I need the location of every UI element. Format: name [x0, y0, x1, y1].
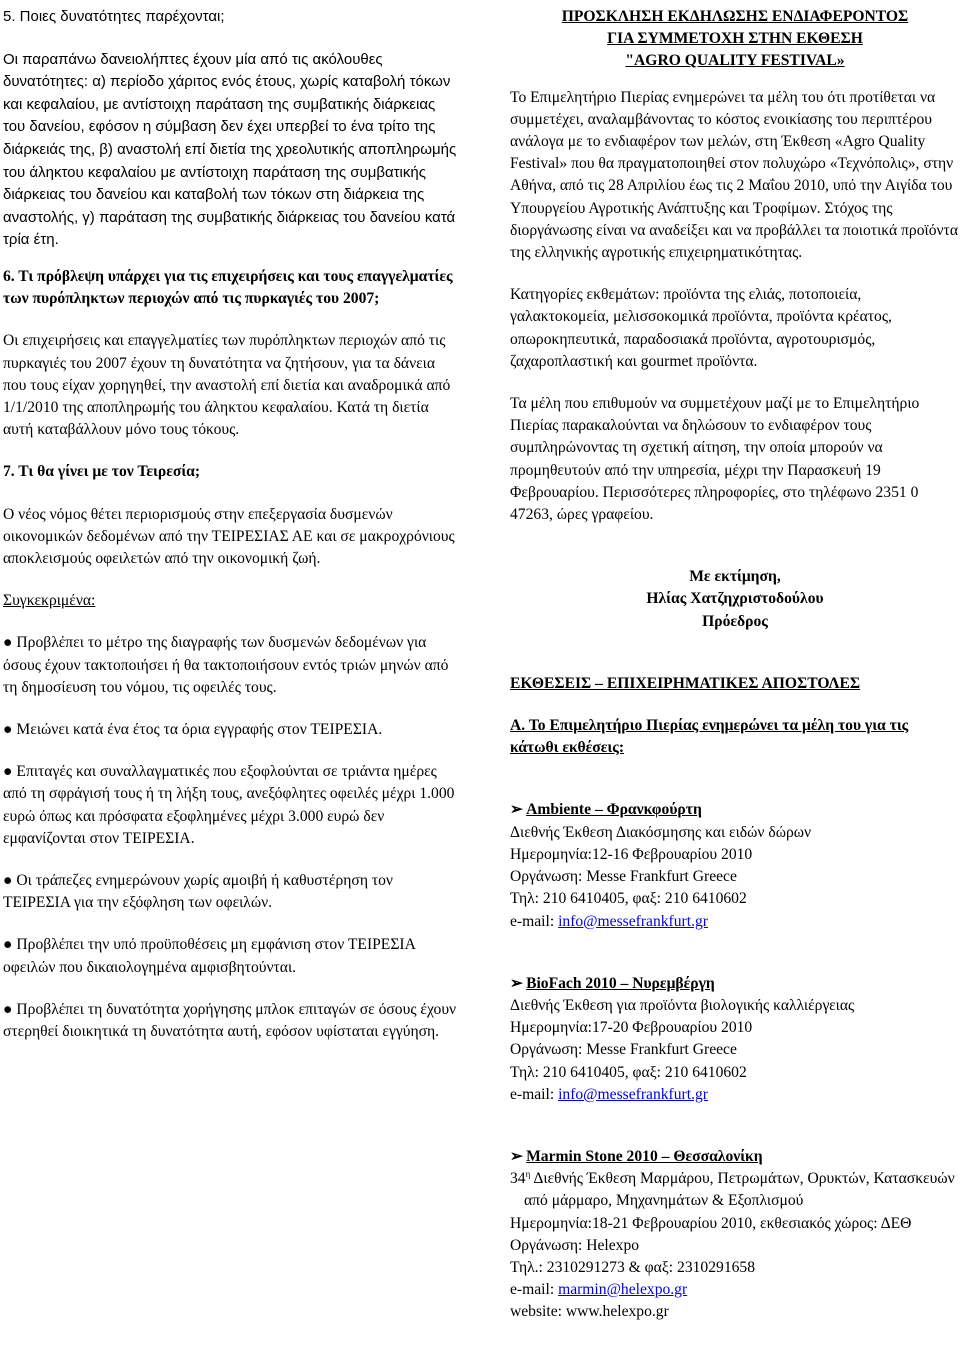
- fair-phone: Τηλ: 210 6410405, φαξ: 210 6410602: [510, 1063, 747, 1081]
- fair-org: Οργάνωση: Messe Frankfurt Greece: [510, 868, 737, 886]
- fair-marmin-desc-sup: η: [525, 1168, 531, 1179]
- fair-marmin-email-label: e-mail:: [510, 1281, 559, 1299]
- bullet-item: [3, 934, 458, 978]
- arrow-icon: ➢: [510, 974, 524, 992]
- bullet-dot-icon: ●: [3, 763, 13, 781]
- specifically-label: Συγκεκριμένα:: [3, 592, 96, 610]
- fair-org: Οργάνωση: Messe Frankfurt Greece: [510, 1041, 737, 1059]
- q6-body: [3, 330, 458, 441]
- signature-closing: Με εκτίμηση,: [689, 568, 781, 586]
- fair-email-link[interactable]: info@messefrankfurt.gr: [558, 912, 708, 930]
- fair-marmin: [510, 1146, 960, 1324]
- q5-heading: 5. Ποιες δυνατότητες παρέχονται;: [3, 8, 225, 25]
- fair-marmin-desc-text: Διεθνής Έκθεση Μαρμάρου, Πετρωμάτων, Ορυκτών, Κατασκευών από μάρμαρο, Μηχανημάτων & Εξοπλισμού: [524, 1170, 955, 1210]
- fair-marmin-email: [510, 1279, 960, 1301]
- bullet-dot-icon: ●: [3, 634, 13, 652]
- q6-body-part2: Κατά τη διετία αυτή καταβάλλουν μόνο τους τόκους.: [3, 398, 429, 439]
- invite-title-line3: "AGRO QUALITY FESTIVAL»: [625, 52, 845, 70]
- fair-name: BioFach 2010 – Νυρεμβέργη: [526, 974, 715, 992]
- fair-email: [510, 911, 960, 933]
- fair-date: Ημερομηνία:12-16 Φεβρουαρίου 2010: [510, 845, 753, 863]
- bullet-list: [3, 632, 458, 1043]
- q5-body: Οι παραπάνω δανειολήπτες έχουν μία από τις ακόλουθες δυνατότητες: α) περίοδο χάριτος ενός έτους, χωρίς καταβολή τόκων και κεφαλαίου, με αντίστοιχη παράταση της συμβατικής διάρκειας του δανείου, εφόσον η σύμβαση δεν έχει υπερβεί το ένα τρίτο της διάρκειάς της, β) αναστολή επί διετία της χρεολυτικής αποπληρωμής του άληκτου κεφαλαίου με αντίστοιχη παράταση της συμβατικής διάρκειας του δανείου και καταβολή των τόκων στη διάρκεια της αναστολής, γ) παράταση της συμβατικής διάρκειας του δανείου κατά τρία έτη.: [3, 50, 457, 249]
- fair-list: [510, 799, 960, 1145]
- fair-title: [510, 973, 960, 995]
- fair-entry: [510, 973, 960, 1106]
- fair-marmin-email-link[interactable]: marmin@helexpo.gr: [558, 1281, 688, 1299]
- fair-email-link[interactable]: info@messefrankfurt.gr: [558, 1085, 708, 1103]
- bullet-item: [3, 761, 458, 850]
- arrow-icon: ➢: [510, 801, 524, 819]
- bullet-dot-icon: ●: [3, 720, 13, 738]
- bullet-dot-icon: ●: [3, 936, 13, 954]
- bullet-dot-icon: ●: [3, 1000, 13, 1018]
- fair-name: Ambiente – Φρανκφούρτη: [526, 801, 702, 819]
- fair-date: Ημερομηνία:17-20 Φεβρουαρίου 2010: [510, 1019, 753, 1037]
- bullet-item: [3, 870, 458, 914]
- fair-marmin-name: Marmin Stone 2010 – Θεσσαλονίκη: [526, 1147, 763, 1165]
- arrow-icon: ➢: [510, 1147, 524, 1165]
- fair-marmin-org: Οργάνωση: Helexpo: [510, 1236, 640, 1254]
- fair-marmin-website: website: www.helexpo.gr: [510, 1303, 669, 1321]
- fair-desc: Διεθνής Έκθεση για προϊόντα βιολογικής καλλιέργειας: [510, 996, 855, 1014]
- fair-email: [510, 1084, 960, 1106]
- bullet-dot-icon: ●: [3, 872, 13, 889]
- invite-paragraph-3: Τα μέλη που επιθυμούν να συμμετέχουν μαζί με το Επιμελητήριο Πιερίας παρακαλούνται να δηλώσουν το ενδιαφέρον τους συμπληρώνοντας τη σχετική αίτηση, την οποία μπορούν να προμηθευτούν από την υπηρεσία, μέχρι την Παρασκευή 19 Φεβρουαρίου. Περισσότερες πληροφορίες, στο τηλέφωνο 2351 0 47263, ώρες γραφείου.: [510, 395, 920, 524]
- invite-title-line1: ΠΡΟΣΚΛΗΣΗ ΕΚΔΗΛΩΣΗΣ ΕΝΔΙΑΦΕΡΟΝΤΟΣ: [561, 8, 909, 25]
- fair-email-label: e-mail:: [510, 912, 559, 930]
- fair-phone: Τηλ: 210 6410405, φαξ: 210 6410602: [510, 890, 747, 908]
- section-title: ΕΚΘΕΣΕΙΣ – ΕΠΙΧΕΙΡΗΜΑΤΙΚΕΣ ΑΠΟΣΤΟΛΕΣ: [510, 674, 861, 692]
- bullet-text: Μειώνει κατά ένα έτος τα όρια εγγραφής στον ΤΕΙΡΕΣΙΑ.: [16, 720, 383, 738]
- invite-paragraph-1: Το Επιμελητήριο Πιερίας ενημερώνει τα μέλη του ότι προτίθεται να συμμετέχει, αναλαμβάνοντας το κόστος ενοικίασης του περιπτέρου ανάλογα με το ενδιαφέρον των μελών, στη Έκθεση «Agro Quality Festival» που θα πραγματοποιηθεί στον πολυχώρο «Τεχνόπολις», στην Αθήνα, από τις 28 Απριλίου έως τις 2 Μαΐου 2010, υπό την Αιγίδα του Υπουργείου Αγροτικής Ανάπτυξης και Τροφίμων. Στόχος της διοργάνωσης είναι να αναδείξει και να προβάλλει τα ποιοτικά προϊόντα της ελληνικής αγροτικής επιχειρηματικότητας.: [510, 88, 958, 262]
- bullet-item: [3, 719, 458, 741]
- bullet-item: [3, 999, 458, 1043]
- fair-marmin-title: [510, 1146, 960, 1168]
- left-column: [0, 0, 458, 1043]
- fair-marmin-desc-num: 34: [510, 1170, 526, 1188]
- bullet-text: Επιταγές και συναλλαγματικές που εξοφλούνται σε τριάντα ημέρες από τη σφράγισή τους ή τη λήξη τους, ανεξόφλητες οφειλές μέχρι 1.000 ευρώ όπως και πρόσφατα εξοφλημένες μέχρι 3.000 ευρώ δεν εμφανίζονται στον ΤΕΙΡΕΣΙΑ.: [3, 763, 455, 847]
- fair-desc: Διεθνής Έκθεση Διακόσμησης και ειδών δώρων: [510, 823, 812, 841]
- fair-title: [510, 799, 960, 821]
- bullet-text: Προβλέπει τη δυνατότητα χορήγησης μπλοκ επιταγών σε όσους έχουν στερηθεί διοικητικά τη δυνατότητα αυτή, εφόσον υφίσταται εγγύηση.: [3, 1000, 457, 1041]
- invite-paragraph-2: Κατηγορίες εκθεμάτων: προϊόντα της ελιάς, ποτοποιεία, γαλακτοκομεία, μελισσοκομικά προϊόντα, προϊόντα κρέατος, οπωροκηπευτικά, παραδοσιακά προϊόντα, αγροτουρισμός, ζαχαροπλαστική και gourmet προϊόντα.: [510, 286, 892, 370]
- fair-marmin-date: Ημερομηνία:18-21 Φεβρουαρίου 2010, εκθεσιακός χώρος: ΔΕΘ: [510, 1214, 912, 1232]
- signature-title: Πρόεδρος: [702, 612, 768, 630]
- q7-body: Ο νέος νόμος θέτει περιορισμούς στην επεξεργασία δυσμενών οικονομικών δεδομένων από την ΤΕΙΡΕΣΙΑΣ ΑΕ και σε μακροχρόνιους αποκλεισμούς οφειλετών από την οικονομική ζωή.: [3, 505, 455, 567]
- bullet-text: Προβλέπει το μέτρο της διαγραφής των δυσμενών δεδομένων για όσους έχουν τακτοποιήσει ή θα τακτοποιήσουν εντός τριών μηνών από τη δημοσίευση του νόμου, τις οφειλές τους.: [3, 634, 449, 696]
- fair-entry: [510, 799, 960, 932]
- q6-heading: 6. Τι πρόβλεψη υπάρχει για τις επιχειρήσεις και τους επαγγελματίες των πυρόπληκτων περιοχών από τις πυρκαγιές του 2007;: [3, 267, 453, 308]
- q6-body-part1: Οι επιχειρήσεις και επαγγελματίες των πυρόπληκτων περιοχών από τις πυρκαγιές του 2007 έχουν τη δυνατότητα να ζητήσουν, για τα δάνεια που τους είχαν χορηγηθεί, την αναστολή επί διετία και αναδρομικά από 1/1/2010 της αποπληρωμής του άληκτου κεφαλαίου.: [3, 332, 451, 416]
- bullet-text: Προβλέπει την υπό προϋποθέσεις μη εμφάνιση στον ΤΕΙΡΕΣΙΑ οφειλών που δικαιολογημένα αμφισβητούνται.: [3, 936, 416, 976]
- bullet-text: Οι τράπεζες ενημερώνουν χωρίς αμοιβή ή καθυστέρηση τον ΤΕΙΡΕΣΙΑ για την εξόφληση των οφειλών.: [3, 872, 393, 912]
- fair-marmin-desc: [510, 1168, 960, 1212]
- subsection-title: Α. Το Επιμελητήριο Πιερίας ενημερώνει τα μέλη του για τις κάτωθι εκθέσεις:: [510, 717, 909, 757]
- q7-heading: 7. Τι θα γίνει με τον Τειρεσία;: [3, 463, 201, 481]
- right-column: [510, 0, 960, 1324]
- invite-title-line2: ΓΙΑ ΣΥΜΜΕΤΟΧΗ ΣΤΗΝ ΕΚΘΕΣΗ: [607, 30, 863, 48]
- fair-marmin-phone: Τηλ.: 2310291273 & φαξ: 2310291658: [510, 1258, 756, 1276]
- signature-name: Ηλίας Χατζηχριστοδούλου: [646, 590, 824, 608]
- fair-email-label: e-mail:: [510, 1085, 559, 1103]
- bullet-item: [3, 632, 458, 699]
